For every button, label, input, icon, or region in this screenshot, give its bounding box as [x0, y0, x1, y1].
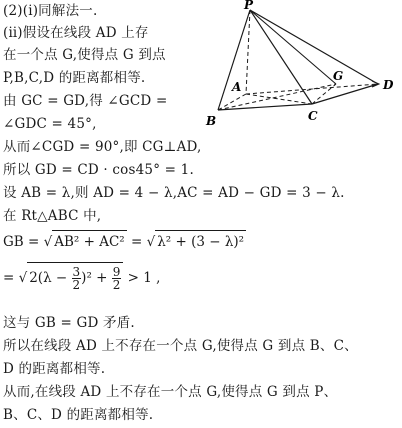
label-p: P: [244, 0, 254, 12]
eq1-radicand-1: AB² + AC²: [52, 230, 126, 253]
label-d: D: [383, 78, 394, 92]
sqrt-3: √ 2(λ − $\frac{3}{2}$ )² + $\frac{9}{2}$: [19, 262, 124, 293]
equation-gb-bound: [3, 262, 160, 293]
eq2-part-1: 2(λ −: [29, 270, 72, 286]
text-line-17: B、C、D 的距离都相等.: [3, 407, 154, 423]
text-line-4: P,B,C,D 的距离都相等.: [3, 70, 146, 86]
text-line-3: 在一个点 G,使得点 G 到点: [3, 47, 166, 63]
text-line-9: 设 AB = λ,则 AD = 4 − λ,AC = AD − GD = 3 − λ.: [3, 185, 345, 201]
text-line-1: (2)(ⅰ)同解法一.: [3, 3, 98, 19]
eq2-tail: > 1 ,: [123, 270, 161, 286]
eq1-radicand-2: λ² + (3 − λ)²: [155, 230, 246, 253]
eq2-radicand: [27, 262, 123, 293]
text-line-2: (ⅱ)假设在线段 AD 上存: [3, 25, 149, 41]
pyramid-figure: [200, 0, 402, 130]
text-line-6: ∠GDC = 45°,: [3, 116, 97, 132]
text-line-5: 由 GC = GD,得 ∠GCD =: [3, 93, 168, 109]
fraction-3-2-den: 2: [72, 278, 81, 292]
text-line-16: 从而,在线段 AD 上不存在一个点 G,使得点 G 到点 P、: [3, 384, 338, 400]
label-b: B: [206, 114, 217, 128]
label-g: G: [333, 69, 344, 83]
text-line-8: 所以 GD = CD · cos45° = 1.: [3, 162, 194, 178]
eq1-mid: =: [126, 234, 147, 250]
text-line-10: 在 Rt△ABC 中,: [3, 208, 102, 224]
equation-gb: [3, 230, 246, 253]
fraction-9-2-den: 2: [112, 278, 121, 292]
fraction-3-2: [72, 266, 82, 291]
edge-pg: [250, 10, 336, 84]
sqrt-2: √ λ² + (3 − λ)²: [147, 230, 246, 253]
text-line-15: D 的距离都相等.: [3, 361, 106, 377]
edge-pd: [250, 10, 378, 84]
eq2-lead: =: [3, 270, 19, 286]
eq1-lhs: GB =: [3, 234, 44, 250]
text-line-13: 这与 GB = GD 矛盾.: [3, 315, 135, 331]
fraction-9-2-num: 9: [112, 265, 121, 279]
edge-ac: [246, 94, 312, 104]
edge-pa: [246, 10, 250, 94]
label-c: C: [308, 109, 318, 123]
sqrt-1: √ AB² + AC²: [44, 230, 127, 253]
fraction-3-2-num: 3: [72, 265, 81, 279]
eq2-part-2: )² +: [81, 270, 112, 286]
edge-ad: [246, 84, 378, 94]
text-line-14: 所以在线段 AD 上不存在一个点 G,使得点 G 到点 B、C、: [3, 338, 358, 354]
label-a: A: [232, 80, 242, 94]
text-line-7: 从而∠CGD = 90°,即 CG⊥AD,: [3, 139, 202, 155]
fraction-9-2: [112, 266, 122, 291]
